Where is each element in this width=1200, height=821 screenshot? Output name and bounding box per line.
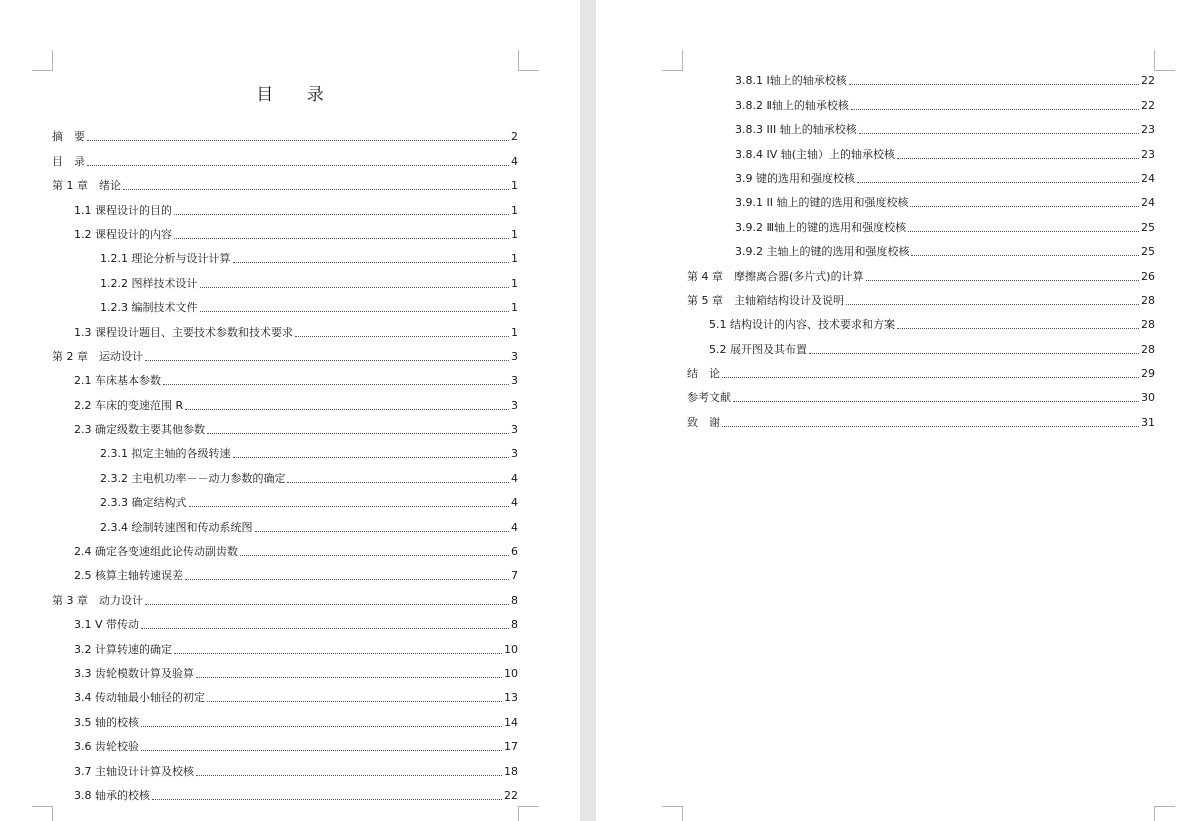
toc-entry[interactable] (52, 364, 518, 388)
toc-entry[interactable] (687, 162, 1155, 186)
toc-leader-dots (141, 750, 502, 751)
toc-entry[interactable] (52, 632, 518, 656)
toc-entry[interactable] (687, 284, 1155, 308)
toc-entry-page-number: 1 (511, 276, 518, 290)
toc-entry[interactable] (687, 405, 1155, 429)
toc-entry[interactable] (52, 120, 518, 144)
toc-entry-title: 1.2 课程设计的内容 (74, 227, 172, 241)
toc-leader-dots (174, 214, 509, 215)
toc-entry-page-number: 26 (1141, 269, 1155, 283)
toc-entry-page-number: 7 (511, 569, 518, 583)
toc-leader-dots (857, 182, 1139, 183)
toc-entry-title: 1.3 课程设计题目、主要技术参数和技术要求 (74, 325, 293, 339)
toc-entry-page-number: 6 (511, 545, 518, 559)
page-right (596, 0, 1200, 821)
toc-entry-page-number: 24 (1141, 171, 1155, 185)
toc-leader-dots (87, 140, 509, 141)
toc-entry-title: 第 1 章 绪论 (52, 179, 121, 193)
toc-leader-dots (207, 701, 502, 702)
page-corner-mark (518, 806, 539, 821)
toc-entry-page-number: 1 (511, 325, 518, 339)
toc-entry-page-number: 28 (1141, 342, 1155, 356)
toc-entry-title: 1.1 课程设计的目的 (74, 203, 172, 217)
toc-leader-dots (145, 360, 509, 361)
toc-leader-dots (207, 433, 509, 434)
toc-entry-title: 3.1 V 带传动 (74, 618, 140, 632)
toc-entry-page-number: 1 (511, 179, 518, 193)
toc-entry[interactable] (52, 681, 518, 705)
toc-entry[interactable] (52, 779, 518, 803)
toc-leader-dots (897, 158, 1139, 159)
toc-entry-page-number: 1 (511, 252, 518, 266)
toc-entry[interactable] (52, 730, 518, 754)
toc-entry[interactable] (52, 608, 518, 632)
toc-leader-dots (123, 189, 509, 190)
toc-right-column (687, 64, 1155, 430)
toc-entry[interactable] (687, 88, 1155, 112)
toc-entry-page-number: 3 (511, 447, 518, 461)
toc-entry-page-number: 24 (1141, 196, 1155, 210)
page-corner-mark (662, 806, 683, 821)
toc-entry[interactable] (687, 235, 1155, 259)
toc-entry-page-number: 3 (511, 423, 518, 437)
toc-entry[interactable] (687, 332, 1155, 356)
toc-entry-title: 2.3 确定级数主要其他参数 (74, 423, 205, 437)
toc-entry-page-number: 22 (1141, 74, 1155, 88)
toc-leader-dots (846, 304, 1139, 305)
toc-entry-page-number: 3 (511, 349, 518, 363)
toc-entry-title: 2.3.1 拟定主轴的各级转速 (100, 447, 231, 461)
toc-entry-title: 3.9.2 主轴上的键的选用和强度校核 (735, 245, 910, 259)
toc-entry-page-number: 4 (511, 496, 518, 510)
toc-entry-page-number: 28 (1141, 293, 1155, 307)
toc-entry[interactable] (687, 137, 1155, 161)
toc-entry-page-number: 4 (511, 471, 518, 485)
toc-entry-title: 1.2.3 编制技术文件 (100, 301, 198, 315)
toc-entry-title: 5.1 结构设计的内容、技术要求和方案 (709, 318, 895, 332)
toc-entry-page-number: 10 (504, 666, 518, 680)
toc-entry-title: 3.8.3 III 轴上的轴承校核 (735, 123, 857, 137)
toc-entry[interactable] (52, 144, 518, 168)
toc-left-column (52, 120, 518, 803)
toc-leader-dots (174, 653, 502, 654)
toc-entry-page-number: 28 (1141, 318, 1155, 332)
toc-entry-title: 2.1 车床基本参数 (74, 374, 161, 388)
toc-entry-title: 第 5 章 主轴箱结构设计及说明 (687, 293, 844, 307)
toc-entry[interactable] (687, 308, 1155, 332)
toc-entry-page-number: 23 (1141, 147, 1155, 161)
toc-entry-title: 3.8 轴承的校核 (74, 788, 150, 802)
page-corner-mark (662, 50, 683, 71)
toc-entry[interactable] (52, 657, 518, 681)
toc-entry-title: 第 4 章 摩擦离合器(多片式)的计算 (687, 269, 864, 283)
toc-entry-title: 3.8.2 Ⅱ轴上的轴承校核 (735, 98, 849, 112)
toc-leader-dots (141, 726, 502, 727)
toc-entry-title: 结 论 (687, 367, 720, 381)
toc-leader-dots (145, 604, 509, 605)
page-corner-mark (32, 50, 53, 71)
toc-entry[interactable] (687, 210, 1155, 234)
page-left (0, 0, 580, 821)
toc-entry[interactable] (52, 535, 518, 559)
toc-entry-title: 3.9.1 II 轴上的键的选用和强度校核 (735, 196, 909, 210)
toc-entry-title: 第 2 章 运动设计 (52, 349, 143, 363)
toc-entry-page-number: 13 (504, 691, 518, 705)
toc-entry-page-number: 29 (1141, 367, 1155, 381)
toc-leader-dots (200, 311, 510, 312)
toc-entry[interactable] (52, 705, 518, 729)
toc-entry-page-number: 31 (1141, 415, 1155, 429)
page-gap (580, 0, 596, 821)
toc-entry-page-number: 8 (511, 593, 518, 607)
toc-leader-dots (910, 206, 1139, 207)
toc-entry[interactable] (52, 437, 518, 461)
toc-leader-dots (196, 677, 502, 678)
toc-entry[interactable] (52, 388, 518, 412)
toc-entry-page-number: 22 (1141, 98, 1155, 112)
toc-entry-page-number: 25 (1141, 245, 1155, 259)
toc-entry-title: 参考文献 (687, 391, 731, 405)
toc-leader-dots (200, 287, 510, 288)
toc-leader-dots (295, 336, 509, 337)
toc-entry-page-number: 4 (511, 154, 518, 168)
toc-entry[interactable] (687, 64, 1155, 88)
toc-entry-title: 3.8.1 Ⅰ轴上的轴承校核 (735, 74, 847, 88)
toc-entry-page-number: 3 (511, 398, 518, 412)
toc-entry-page-number: 22 (504, 788, 518, 802)
toc-entry-title: 摘 要 (52, 130, 85, 144)
toc-leader-dots (141, 628, 509, 629)
toc-leader-dots (189, 506, 510, 507)
toc-leader-dots (233, 457, 510, 458)
toc-entry-title: 3.2 计算转速的确定 (74, 642, 172, 656)
toc-entry[interactable] (52, 169, 518, 193)
toc-entry[interactable] (52, 461, 518, 485)
toc-leader-dots (185, 409, 509, 410)
toc-leader-dots (851, 109, 1139, 110)
toc-entry-page-number: 30 (1141, 391, 1155, 405)
toc-entry-title: 2.3.3 确定结构式 (100, 496, 187, 510)
toc-leader-dots (152, 799, 502, 800)
toc-leader-dots (255, 531, 510, 532)
toc-leader-dots (163, 384, 509, 385)
toc-entry-title: 5.2 展开图及其布置 (709, 342, 807, 356)
toc-leader-dots (849, 84, 1139, 85)
toc-entry-page-number: 23 (1141, 123, 1155, 137)
toc-leader-dots (185, 579, 509, 580)
toc-entry-title: 2.3.4 绘制转速图和传动系统图 (100, 520, 253, 534)
toc-entry-title: 1.2.2 图样技术设计 (100, 276, 198, 290)
toc-entry[interactable] (52, 413, 518, 437)
toc-entry-title: 3.9 键的选用和强度校核 (735, 171, 855, 185)
toc-entry[interactable] (52, 291, 518, 315)
toc-entry[interactable] (687, 186, 1155, 210)
toc-leader-dots (174, 238, 509, 239)
toc-leader-dots (233, 262, 510, 263)
toc-leader-dots (733, 401, 1139, 402)
toc-entry[interactable] (52, 559, 518, 583)
toc-leader-dots (722, 377, 1139, 378)
toc-entry[interactable] (52, 340, 518, 364)
toc-entry[interactable] (687, 381, 1155, 405)
toc-entry-title: 3.5 轴的校核 (74, 715, 139, 729)
toc-entry[interactable] (687, 357, 1155, 381)
toc-entry[interactable] (52, 266, 518, 290)
toc-entry-title: 3.3 齿轮模数计算及验算 (74, 666, 194, 680)
toc-leader-dots (87, 165, 509, 166)
toc-entry-title: 3.6 齿轮校验 (74, 740, 139, 754)
toc-entry-page-number: 1 (511, 227, 518, 241)
toc-entry[interactable] (52, 510, 518, 534)
toc-leader-dots (897, 328, 1139, 329)
toc-entry-page-number: 14 (504, 715, 518, 729)
toc-entry[interactable] (52, 218, 518, 242)
toc-entry-page-number: 4 (511, 520, 518, 534)
toc-entry-title: 2.4 确定各变速组此论传动副齿数 (74, 545, 238, 559)
toc-entry-page-number: 18 (504, 764, 518, 778)
page-corner-mark (1154, 806, 1175, 821)
page-corner-mark (1154, 50, 1175, 71)
page-corner-mark (518, 50, 539, 71)
toc-entry[interactable] (687, 259, 1155, 283)
toc-leader-dots (859, 133, 1139, 134)
toc-entry-page-number: 8 (511, 618, 518, 632)
toc-title: 目 录 (256, 85, 338, 105)
toc-entry-page-number: 1 (511, 301, 518, 315)
toc-entry[interactable] (52, 583, 518, 607)
toc-entry-title: 3.4 传动轴最小轴径的初定 (74, 691, 205, 705)
page-corner-mark (32, 806, 53, 821)
toc-entry-page-number: 17 (504, 740, 518, 754)
toc-entry[interactable] (687, 113, 1155, 137)
toc-entry-title: 第 3 章 动力设计 (52, 593, 143, 607)
toc-leader-dots (809, 353, 1139, 354)
toc-leader-dots (287, 482, 509, 483)
toc-leader-dots (722, 426, 1139, 427)
toc-leader-dots (908, 231, 1139, 232)
toc-entry[interactable] (52, 193, 518, 217)
toc-leader-dots (866, 280, 1139, 281)
toc-entry[interactable] (52, 315, 518, 339)
toc-entry-title: 3.7 主轴设计计算及校核 (74, 764, 194, 778)
toc-entry[interactable] (52, 486, 518, 510)
toc-leader-dots (196, 775, 502, 776)
toc-leader-dots (911, 255, 1139, 256)
toc-entry-page-number: 10 (504, 642, 518, 656)
toc-entry-title: 3.9.2 Ⅲ轴上的键的选用和强度校核 (735, 220, 907, 234)
toc-entry-title: 2.3.2 主电机功率－－动力参数的确定 (100, 471, 286, 485)
toc-entry-title: 2.2 车床的变速范围 R (74, 398, 184, 412)
toc-leader-dots (240, 555, 509, 556)
toc-entry-title: 致 谢 (687, 415, 720, 429)
toc-entry[interactable] (52, 754, 518, 778)
toc-entry-page-number: 2 (511, 130, 518, 144)
toc-entry-title: 1.2.1 理论分析与设计计算 (100, 252, 231, 266)
toc-entry-title: 目 录 (52, 154, 85, 168)
toc-entry-page-number: 3 (511, 374, 518, 388)
toc-entry-title: 3.8.4 IV 轴(主轴）上的轴承校核 (735, 147, 896, 161)
toc-entry-title: 2.5 核算主轴转速误差 (74, 569, 183, 583)
toc-entry-page-number: 1 (511, 203, 518, 217)
toc-entry-page-number: 25 (1141, 220, 1155, 234)
toc-entry[interactable] (52, 242, 518, 266)
